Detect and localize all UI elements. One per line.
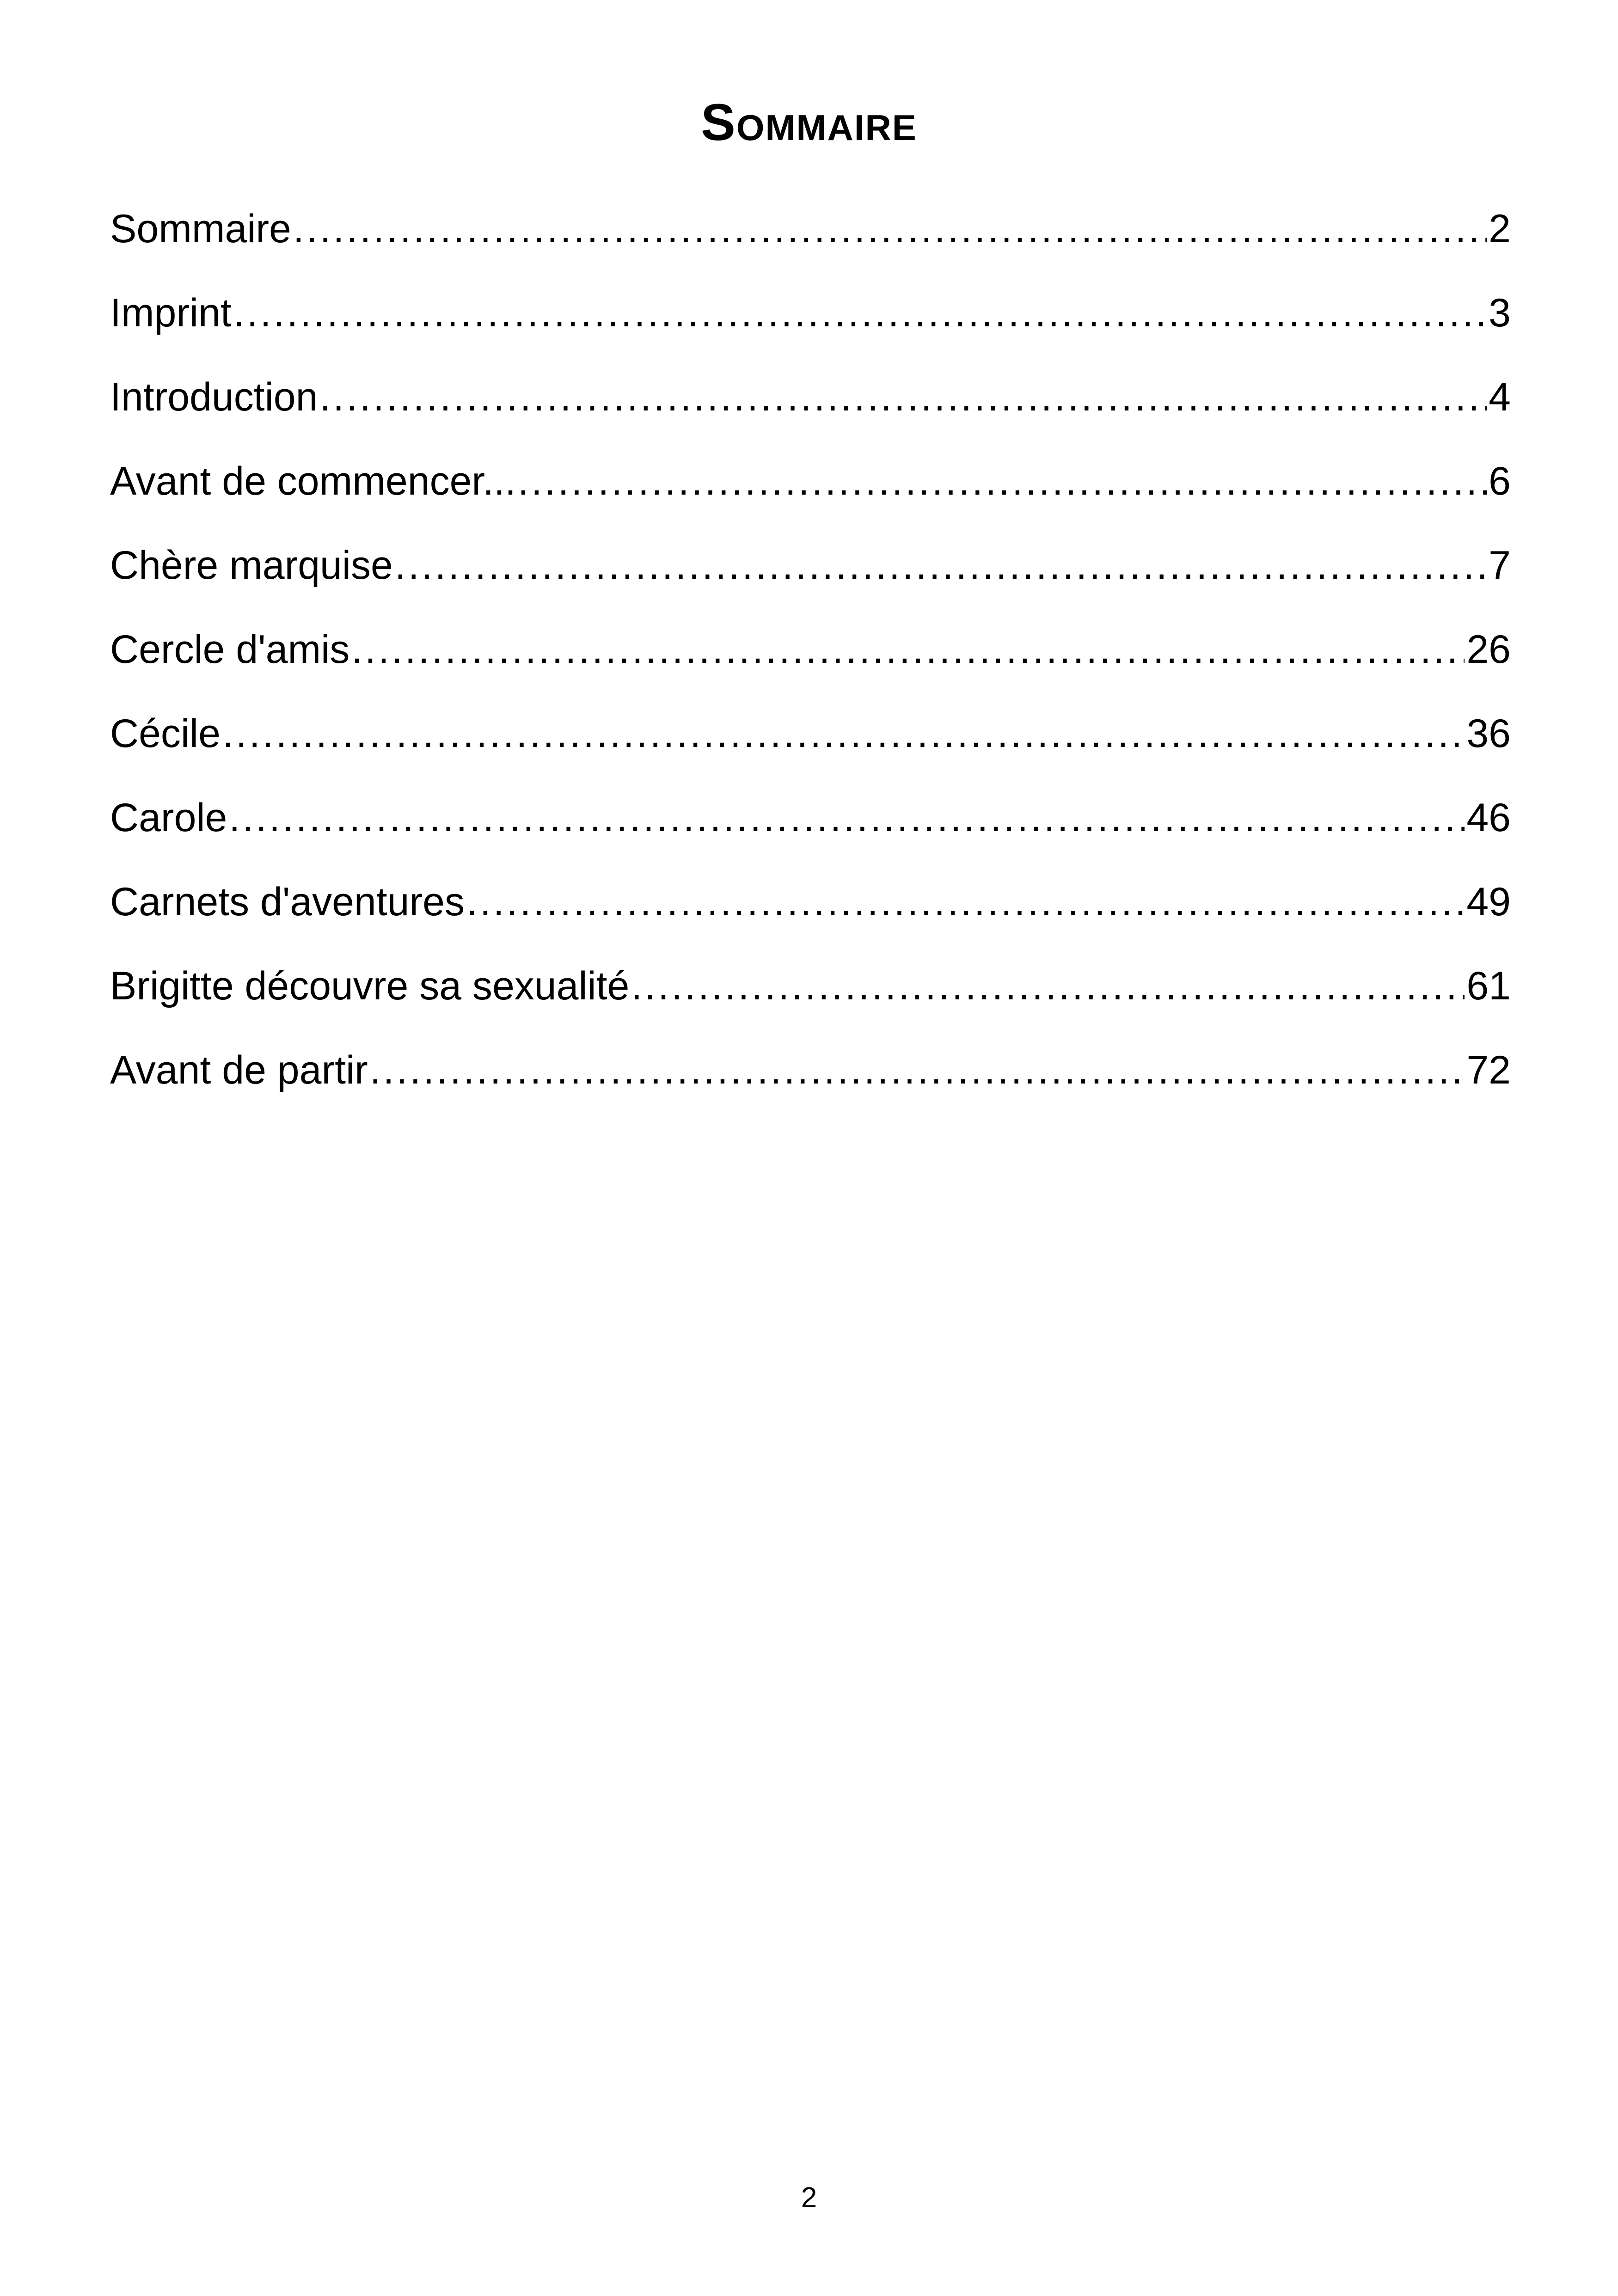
toc-entry-page: 26 — [1466, 627, 1511, 672]
toc-entry-label: Avant de commencer... — [110, 459, 516, 503]
toc-dot-leader — [518, 453, 1487, 509]
toc-entry-introduction[interactable] — [110, 369, 1511, 453]
toc-entry-sommaire[interactable] — [110, 201, 1511, 285]
toc-entry-page: 61 — [1466, 964, 1511, 1008]
toc-entry-page: 6 — [1489, 459, 1511, 503]
toc-dot-leader — [631, 958, 1465, 1014]
toc-entry-label: Cercle d'amis — [110, 627, 350, 672]
toc-entry-carnets-d-aventures[interactable] — [110, 874, 1511, 958]
toc-entry-label: Brigitte découvre sa sexualité — [110, 964, 630, 1008]
page-title: Sommaire — [701, 93, 917, 151]
toc-dot-leader — [233, 285, 1487, 341]
toc-entry-cercle-d-amis[interactable] — [110, 622, 1511, 706]
toc-dot-leader — [395, 538, 1487, 593]
toc-dot-leader — [222, 706, 1465, 761]
toc-dot-leader — [293, 201, 1487, 257]
toc-entry-label: Introduction — [110, 375, 318, 419]
toc-entry-label: Chère marquise — [110, 543, 393, 588]
toc-entry-page: 49 — [1466, 880, 1511, 924]
table-of-contents — [110, 201, 1511, 1127]
toc-entry-label: Carnets d'aventures — [110, 880, 465, 924]
toc-entry-label: Carole — [110, 796, 227, 840]
toc-dot-leader — [370, 1042, 1465, 1098]
toc-entry-label: Cécile — [110, 711, 221, 756]
toc-entry-label: Avant de partir — [110, 1048, 368, 1092]
page-number: 2 — [801, 2182, 817, 2214]
toc-dot-leader — [466, 874, 1465, 930]
toc-entry-page: 7 — [1489, 543, 1511, 588]
toc-entry-page: 46 — [1466, 796, 1511, 840]
toc-entry-imprint[interactable] — [110, 285, 1511, 369]
toc-entry-label: Imprint — [110, 291, 232, 335]
toc-entry-chere-marquise[interactable] — [110, 538, 1511, 622]
toc-entry-label: Sommaire — [110, 207, 291, 251]
toc-entry-page: 2 — [1489, 207, 1511, 251]
toc-entry-brigitte-decouvre-sa-sexualite[interactable] — [110, 958, 1511, 1042]
toc-entry-avant-de-commencer[interactable] — [110, 453, 1511, 538]
toc-entry-page: 72 — [1466, 1048, 1511, 1092]
toc-entry-page: 4 — [1489, 375, 1511, 419]
toc-entry-avant-de-partir[interactable] — [110, 1042, 1511, 1127]
toc-entry-carole[interactable] — [110, 790, 1511, 874]
toc-dot-leader — [229, 790, 1465, 845]
toc-dot-leader — [351, 622, 1465, 677]
toc-entry-page: 3 — [1489, 291, 1511, 335]
toc-entry-cecile[interactable] — [110, 706, 1511, 790]
toc-entry-page: 36 — [1466, 711, 1511, 756]
toc-dot-leader — [319, 369, 1487, 425]
